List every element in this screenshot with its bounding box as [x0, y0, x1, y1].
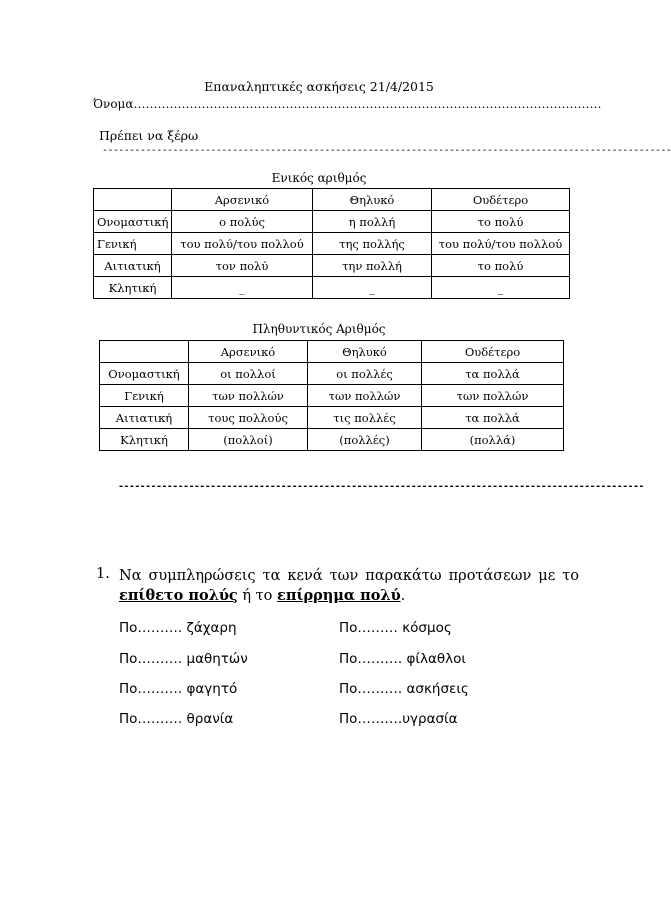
table-cell: το πολύ [432, 211, 570, 233]
singular-caption: Ενικός αριθμός [271, 171, 367, 185]
table-cell: των πολλών [308, 385, 422, 407]
header-cell: Ουδέτερο [422, 341, 564, 363]
table-cell: τα πολλά [422, 363, 564, 385]
table-row [94, 211, 570, 233]
exercise-phrase: Πο……….υγρασία [339, 711, 458, 727]
table-cell: _ [172, 277, 313, 299]
row-label: Κλητική [94, 277, 172, 299]
table-row [94, 255, 570, 277]
exercise-phrase: Πο………. μαθητών [119, 651, 248, 667]
row-label: Αιτιατική [100, 407, 189, 429]
table-cell: _ [432, 277, 570, 299]
header-cell: Ουδέτερο [432, 189, 570, 211]
table-cell: τους πολλούς [189, 407, 308, 429]
exercise-phrase: Πο……… κόσμος [339, 620, 452, 636]
table-cell: (πολλές) [308, 429, 422, 451]
exercise-number: 1. [96, 566, 110, 582]
table-row [100, 363, 564, 385]
table-cell: η πολλή [313, 211, 432, 233]
exercise-phrase: Πο………. θρανία [119, 711, 234, 727]
table-cell: την πολλή [313, 255, 432, 277]
row-label: Ονομαστική [94, 211, 172, 233]
table-cell: της πολλής [313, 233, 432, 255]
name-line: Όνομα……………………………………………………………………………………………………… [93, 97, 602, 111]
separator-line: ------------------------------------------------------------------------------------------------- [118, 481, 644, 492]
table-header-row [100, 341, 564, 363]
page-title: Επαναληπτικές ασκήσεις 21/4/2015 [204, 79, 434, 94]
header-cell: Θηλυκό [313, 189, 432, 211]
table-cell: οι πολλοί [189, 363, 308, 385]
table-cell: του πολύ/του πολλού [172, 233, 313, 255]
table-cell: οι πολλές [308, 363, 422, 385]
exercise-phrase: Πο………. φίλαθλοι [339, 651, 466, 667]
table-cell: _ [313, 277, 432, 299]
row-label: Γενική [100, 385, 189, 407]
must-know-heading: Πρέπει να ξέρω [99, 128, 199, 143]
table-cell: τον πολύ [172, 255, 313, 277]
exercise-instruction [119, 566, 579, 606]
adjective-term: επίθετο πολύς [119, 587, 238, 604]
exercise-phrase: Πο………. φαγητό [119, 681, 238, 697]
plural-table [99, 340, 564, 451]
header-cell: Αρσενικό [172, 189, 313, 211]
table-cell: τα πολλά [422, 407, 564, 429]
adverb-term: επίρρημα πολύ [277, 587, 401, 604]
instruction-text: Να συμπληρώσεις τα κενά των παρακάτω προτάσεων με το [119, 568, 579, 584]
table-row [100, 429, 564, 451]
separator-line: --------------------------------------------------------------------------------------------------------- [102, 145, 671, 156]
header-cell: Θηλυκό [308, 341, 422, 363]
row-label: Ονομαστική [100, 363, 189, 385]
row-label: Γενική [94, 233, 172, 255]
table-row [100, 407, 564, 429]
header-cell: Αρσενικό [189, 341, 308, 363]
table-cell: του πολύ/του πολλού [432, 233, 570, 255]
singular-table [93, 188, 570, 299]
table-cell: το πολύ [432, 255, 570, 277]
header-cell [94, 189, 172, 211]
exercise-phrase: Πο………. ζάχαρη [119, 620, 237, 636]
table-row [100, 385, 564, 407]
instruction-text: . [400, 588, 406, 604]
table-cell: (πολλά) [422, 429, 564, 451]
table-cell: ο πολύς [172, 211, 313, 233]
table-cell: των πολλών [422, 385, 564, 407]
table-header-row [94, 189, 570, 211]
instruction-text: ή το [237, 588, 278, 604]
table-cell: (πολλοί) [189, 429, 308, 451]
table-row [94, 277, 570, 299]
table-row [94, 233, 570, 255]
header-cell [100, 341, 189, 363]
table-cell: τις πολλές [308, 407, 422, 429]
row-label: Αιτιατική [94, 255, 172, 277]
exercise-phrase: Πο………. ασκήσεις [339, 681, 469, 697]
row-label: Κλητική [100, 429, 189, 451]
table-cell: των πολλών [189, 385, 308, 407]
plural-caption: Πληθυντικός Αριθμός [252, 322, 386, 336]
